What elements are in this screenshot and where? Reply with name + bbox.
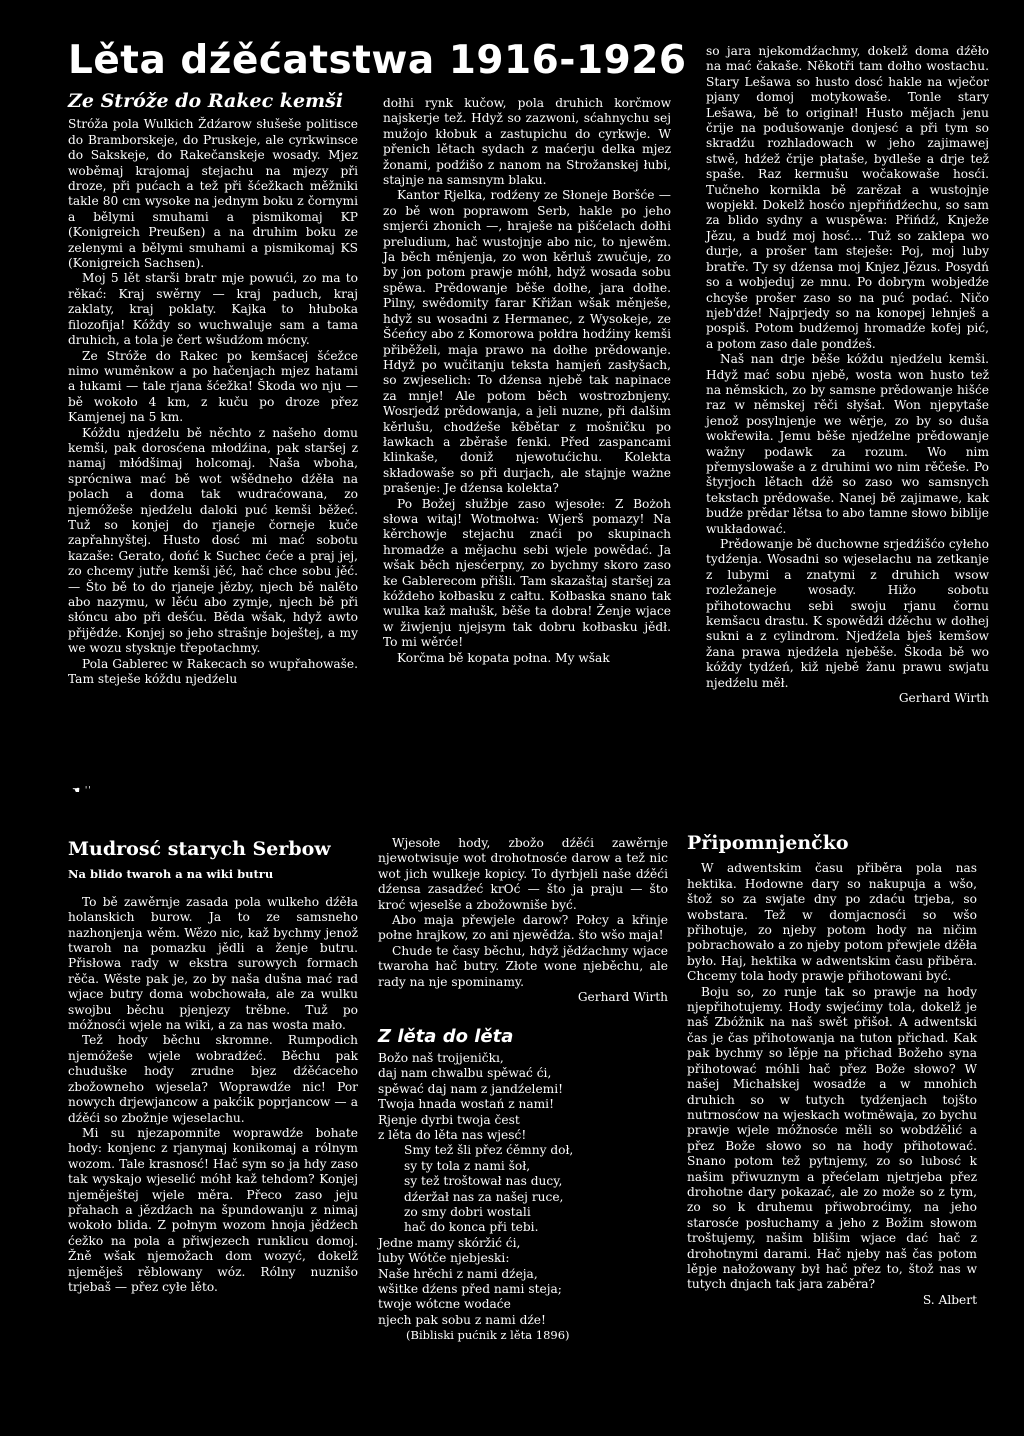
poem-line: Smy tež šli přez ćěmny doł, (404, 1143, 574, 1158)
article1-column-3 (706, 44, 989, 706)
poem-line: zo smy dobri wostali (404, 1204, 531, 1219)
poem-line: njech pak sobu z nami dźe! (378, 1312, 546, 1327)
paragraph: Kóždu njedźelu bě něchto z našeho domu kemši, pak dorosćena młodźina, pak staršej z namaj młódšimaj holcomaj. Naša wboha, sprócniwa mać bě wot wšědneho dźěła na polach a doma tak wudraćowana, zo njemóžeše njedźelu daloki puć kemši běžeć. Tuž so konjej do rjaneje čorneje kuče zapřahnyštej. Husto dosć mi mać sobotu kazaše: Gerato, dońć k Suchec ćeće a praj jej, zo chcemy jutře kemši jěć, hač chce sobu jěć. — Što bě to do rjaneje jězby, njech bě nalěto abo nazymu, w lěću abo zymje, njech bě při słóncu abo při dešću. Běda wšak, hdyž awto přijědźe. Konjej so jeho strašnje boještej, a my we wozu stysknje třepotachmy. (68, 425, 358, 656)
paragraph: Boju so, zo runje tak so prawje na hody njepřihotujemy. Hody swjećimy tola, dokelž je naš Zbóžnik na naš swět přišoł. A adwentski čas je čas přihotowanja na tuton přichad. Kak pak bychmy so lěpje na přichad Božeho syna přihotować móhli hač přez Bože słowo? W našej Michałskej wosadźe a w mnohich druhich so w tutych tydźenjach tojšto nutrnosćow na wjeskach wotměwaja, zo bychu prawje wjele móžnosće měli so wobdźělić a přez Bože słowo so na hody přihotować. Snano potom tež pytnjemy, zo so lubosć k našim přiwuznym a přećelam njetrjeba přez drohotne dary pokazać, ale zo može so z tym, zo so k druhemu přiwobroćimy, na jeho starosće posłuchamy a jeho z Božim słowom troštujemy, našim blišim wjace dać hač z drohotnymi darami. Hač njeby naš čas potom lěpje nałožowany był hač přez to, štož nas w tutych dnjach tak jara zaběra? (687, 984, 977, 1292)
main-title: Lěta dźěćatstwa 1916-1926 (68, 38, 687, 83)
poem-line: Božo naš trojjeničkı, (378, 1050, 504, 1065)
poem-line: z lěta do lěta nas wjesć! (378, 1127, 527, 1142)
paragraph: To bě zawěrnje zasada pola wulkeho dźěła holanskich burow. Ja to ze samsneho nazhonjenja wěm. Wězo nic, kaž bychmy jenož twaroh na pomazku jědli a ženje butru. Přisłowa rady w ekstra surowych formach rěča. Wěste pak je, zo by naša dušna mać rad wjace butry doma wobchowała, ale za wulku swojbu běchu pjenjezy trěbne. Tuž po móžnosći wjele na wiki, a za nas wosta mało. (68, 894, 358, 1033)
article2-subtitle: Na blido twaroh a na wiki butru (68, 867, 274, 882)
paragraph: dołhi rynk kučow, pola druhich korčmow najskerje tež. Hdyž so zazwoni, sćahnychu sej mužojo kłobuk a zastupichu do cyrkwje. W přenich lětach sydach z maćerju delka mjez žonami, podźišo z nanom na Strožanskej łubi, stajnje na samsnym blaku. (383, 96, 671, 188)
poem-line: daj nam chwalbu spěwać ći, (378, 1066, 552, 1081)
paragraph: Pola Gablerec w Rakecach so wupřahowaše. Tam steješe kóždu njedźelu (68, 656, 358, 687)
poem-line: Naše hrěchi z nami dźeja, (378, 1266, 538, 1281)
article1-subtitle: Ze Stróže do Rakec kemši (68, 90, 344, 112)
paragraph: Naš nan drje běše kóždu njedźelu kemši. Hdyž mać sobu njebě, wosta won husto tež na němskich, zo by samsne prědowanje hišće raz w němskej rěči słyšał. Won njepytaše jenož posylnjenje we wěrje, zo by so duša wokřewiła. Jemu běše njedźelne prědowanje wažny podawk za rozum. Wo nim přemyslowaše a z druhimi wo nim rěčeše. Po štyrjoch lětach dźě so zaso wo samsnych tekstach prědowaše. Nanej bě zajimawe, kak budźe prědar lětsa to abo tamne słowo biblije wukładować. (706, 352, 989, 536)
paragraph: so jara njekomdźachmy, dokelž doma dźěło na mać čakaše. Někotři tam dołho wostachu. Stary Lešawa so husto dosć hakle na wječor pjany domoj motykowaše. Tonle stary Lešawa, bě to originał! Husto mějach jenu črije na podušowanje donjesć a při tym so skradźu rozhladowach w jeho zajimawej stwě, hdźež črije płataše, bydleše a drje tež spaše. Raz kermušu wočakowaše hosći. Tučneho kornikla bě zarězał a wustojnje wopjekł. Dokelž hosćo njepřińdźechu, so sam za blido sydny a wuspěwa: Přińdź, Knježe Jězu, a budź moj hosć... Tuž so zaklepa wo durje, a prošer tam steješe: Poj, moj luby bratře. Ty sy dźensa moj Knjez Jězus. Posydń so a wobjeduj ze mnu. Po dobrym wobjedźe chcyše prošer zaso so na puć podać. Ničo njeb'dźe! Najprjedy so na konopej lehnješ a pospiš. Potom budźemoj hromadźe kofej pić, a potom zaso dale pondźeš. (706, 44, 989, 351)
poem-line: dźeržał nas za našej ruce, (404, 1189, 564, 1204)
article2-title: Mudrosć starych Serbow (68, 838, 331, 860)
paragraph: Korčma bě kopata połna. My wšak (397, 650, 610, 665)
poem-line: luby Wótče njebjeski: (378, 1251, 510, 1266)
paragraph: Mi su njezapomnite woprawdźe bohate hody: konjenc z rjanymaj konikomaj a rólnym wozom. Tale krasnosć! Hač sym so ja hdy zaso tak wyskajo wjeselić móhł kaž tehdom? Konjej njeměještej wjele měra. Přeco zaso jeju přahach a jězdźach na špundowanju z nimaj wokoło blida. Z połnym wozom hnoja jědźech ćežko na pola a přiwjezech runklicu domoj. Žně wšak njemožach dom wozyć, dokelž njeměješ rěblowany wóz. Rólny nuznišo trjebaš — přez cyłe lěto. (68, 1125, 358, 1294)
poem-line: Rjenje dyrbi twoja čest (378, 1112, 520, 1127)
article2-signature: Gerhard Wirth (577, 990, 668, 1005)
poem-line: sy ty tola z nami šoł, (404, 1158, 531, 1173)
poem (378, 1051, 668, 1344)
paragraph: Tež hody běchu skromne. Rumpodich njemóžeše wjele wobradźeć. Běchu pak chuduške hody zrudne bjez dźěćaceho zbožowneho wjesela? Woprawdźe nic! Por nowych drjewjancow a pakćik poprjancow — a dźěći so zbožnje wjeselachu. (68, 1033, 358, 1125)
poem-source: (Bibliski pućnik z lěta 1896) (406, 1328, 570, 1343)
article2-column-1 (68, 838, 358, 1295)
paragraph: Ze Stróže do Rakec po kemšacej šćežce nimo wuměnkow a po hačenjach mjez hatami a łukami — tale rjana šćežka! Škoda wo nju — bě wokoło 4 km, z kuču po droze přez Kamjenej na 5 km. (68, 348, 358, 425)
poem-line: hač do konca při tebi. (404, 1220, 539, 1235)
article1-column-1 (68, 90, 358, 687)
poem-line: spěwać daj nam z jandźelemi! (378, 1081, 564, 1096)
paragraph: Abo maja přewjele darow? Połcy a křinje połne hrajkow, zo ani njewědźa. što wšo maja! (378, 913, 668, 943)
paragraph: Moj 5 lět starši bratr mje powući, zo ma to rěkać: Kraj swěrny — kraj paduch, kraj zaklaty, kraj poklaty. Kajka to hłuboka filozofija! Kóždy so wuchwaluje sam a tama druhich, a tola je čert wšudźom mócny. (68, 271, 358, 348)
paragraph: W adwentskim času přiběra pola nas hektika. Hodowne dary so nakupuja a wšo, štož so za swjate dny po zdaću trjeba, so wobstara. Tež w domjacnosći so wšo přihotuje, zo njeby potom hody na ničim pobrachowało a zo njeby potom přewjele dźěła było. Haj, hektika w adwentskim času přiběra. Chcemy tola hody prawje přihotowani być. (687, 861, 977, 984)
paragraph: Prědowanje bě duchowne srjedźišćo cyłeho tydźenja. Wosadni so wjeselachu na zetkanje z lubymi a znatymi z druhich wsow rozležaneje wosady. Hižo sobotu přihotowachu sebi swoju rjanu čornu kemšacu drastu. K spowědźi dźěchu w dołhej sukni a z cylindrom. Njedźela bješ kemšow žana prawa njedźela njeběše. Škoda bě wo kóždy tydźeń, kiž njebě žanu prawu swjatu njedźelu měł. (706, 537, 989, 690)
article2-column-2 (378, 836, 668, 1344)
paragraph: Chude te časy běchu, hdyž jědźachmy wjace twaroha hač butry. Złote wone njeběchu, ale rady na nje spominamy. (378, 943, 668, 989)
article4-signature: S. Albert (922, 1292, 977, 1307)
paragraph: Po Božej słužbje zaso wjesołe: Z Bożoh słowa witaj! Wotmołwa: Wjerš pomazy! Na kěrchowje stejachu znaći po skupinach hromadźe a mějachu sebi wjele powědać. Ja wšak běch njesćerpny, zo bychmy skoro zaso ke Gablerecom přišli. Tam skazaštaj staršej za kóždeho kołbasku z całtu. Kołbaska snano tak wulka kaž małušk, běše ta dobra! Ženje wjace w žiwjenju njejsym tak dobru kołbasku jědł. To mi wěrće! (383, 496, 671, 650)
poem-line: wšitke dźens před nami steja; (378, 1281, 562, 1296)
poem-line: twoje wótcne wodaće (378, 1297, 511, 1312)
decorative-mark: ☚ '' (72, 786, 92, 796)
paragraph: Kantor Rjelka, rodźeny ze Słoneje Boršće — zo bě won poprawom Serb, hakle po jeho smjerći zhonich —, hraješe na pišćelach dołhi preludium, hač wustojnje abo nic, to njewěm. Ja běch měnjenja, zo won kěrluš zwučuje, zo by jon potom prawje móhł, hdyž wosada sobu spěwa. Prědowanje běše dołhe, jara dołhe. Pilny, swědomity farar Křižan wšak měnješe, hdyž su wosadni z Hermanec, z Wysokeje, ze Šćeńcy abo z Komorowa połdra hodźiny kemši přiběželi, maja prawo na dołhe prědowanje. Hdyž po wučitanju teksta hamjeń zasłyšach, so zwjeselich: To dźensa njebě tak napinace za mnje! Ale potom běch wostrozbnjeny. Wosrjedź prědowanja, a jeli nuzne, při dalšim kěrlušu, chodźeše kěbětar z mošničku po ławkach a zběraše fenki. Před zaspancami klinkaše, doniž njewotućichu. Kolekta składowaše so při durjach, ale stajnje ważne prašenje: Je dźensa kolekta? (383, 188, 671, 496)
poem-line: Jedne mamy skóržić ći, (378, 1235, 521, 1250)
article3-title: Z lěta do lěta (378, 1026, 514, 1048)
paragraph: Wjesołe hody, zbožo dźěći zawěrnje njewotwisuje wot drohotnosće darow a tež nic wot jich wulkeje kopicy. To dyrbjeli naše dźěći dźensa zasadźeć krOć — što ja praju — što kroć wjeselše a zbožowniše być. (378, 836, 668, 912)
article1-column-2 (383, 96, 671, 666)
article4-title: Připomnjenčko (687, 832, 849, 854)
poem-line: Twoja hnada wostań z nami! (378, 1097, 554, 1112)
article4-column (687, 832, 977, 1308)
poem-line: sy tež troštował nas ducy, (404, 1174, 563, 1189)
article1-signature: Gerhard Wirth (898, 691, 989, 706)
paragraph: Stróža pola Wulkich Ždźarow słušeše politisce do Bramborskeje, do Pruskeje, ale cyrkwinsce do Sakskeje, do Rakečanskeje wosady. Mjez woběmaj krajomaj stejachu na mjezy při droze, při pućach a tež při šćežkach měžniki takle 80 cm wysoke na jednym boku z čornymi a bělymi smuhami a pismikomaj KP (Konigreich Preußen) a na druhim boku ze zelenymi a bělymi smuhami a pismikomaj KS (Konigreich Sachsen). (68, 117, 358, 271)
